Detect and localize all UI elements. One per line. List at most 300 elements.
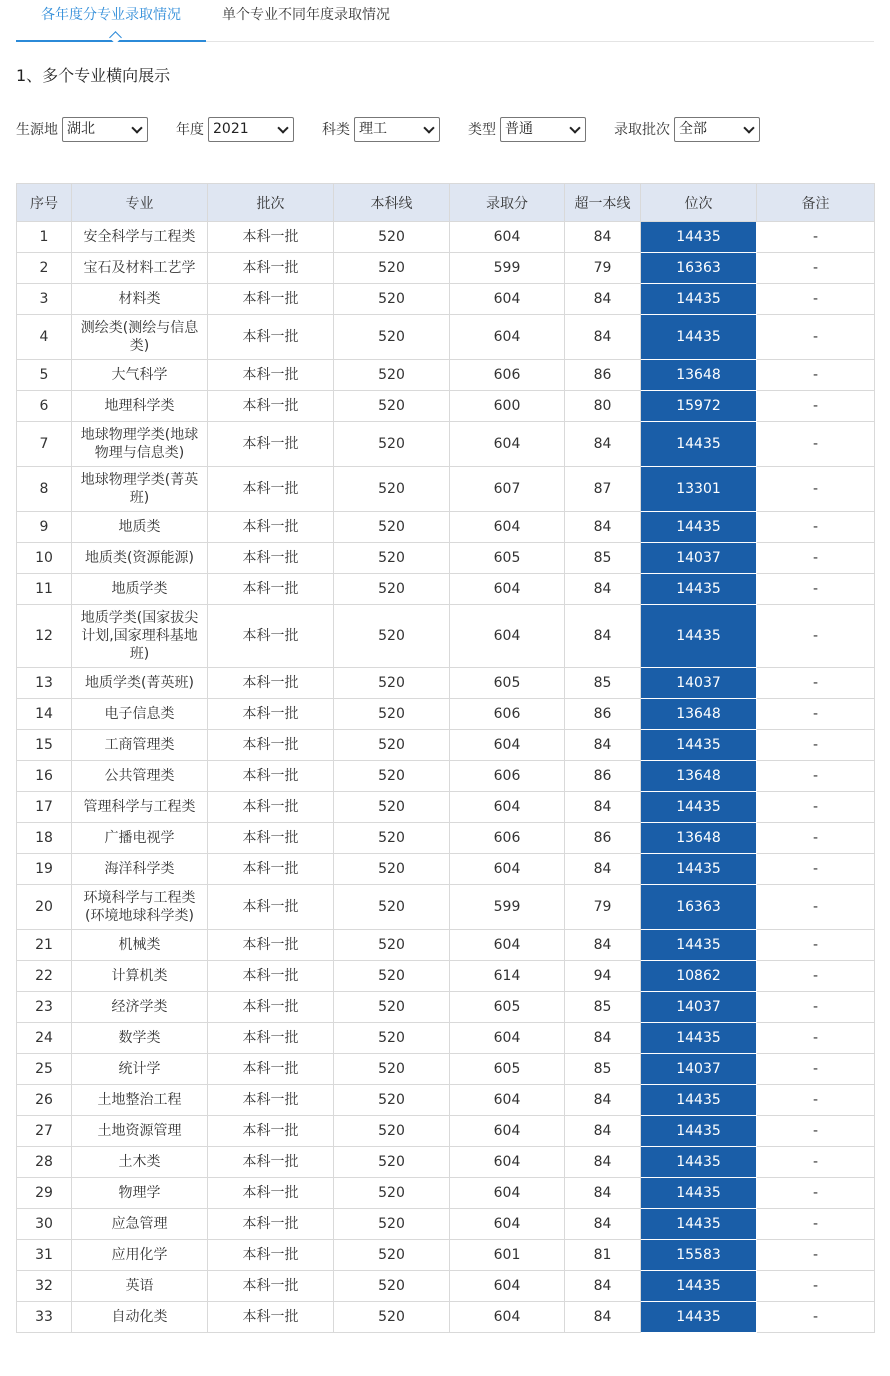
header-major: 专业 — [72, 184, 208, 222]
cell-major: 地质学类(国家拔尖计划,国家理科基地班) — [72, 605, 208, 668]
table-row — [17, 391, 875, 422]
type-select-value: 普通 — [505, 120, 533, 137]
filter-type — [468, 116, 586, 142]
cell-major: 管理科学与工程类 — [72, 792, 208, 823]
cell-baseline: 520 — [334, 668, 450, 699]
cell-index: 24 — [17, 1023, 72, 1054]
cell-batch: 本科一批 — [208, 284, 334, 315]
cell-batch: 本科一批 — [208, 854, 334, 885]
cell-note: - — [757, 574, 875, 605]
cell-baseline: 520 — [334, 512, 450, 543]
cell-over-baseline: 84 — [565, 730, 641, 761]
cell-batch: 本科一批 — [208, 360, 334, 391]
filter-batch — [614, 116, 760, 142]
header-note: 备注 — [757, 184, 875, 222]
cell-over-baseline: 94 — [565, 961, 641, 992]
cell-note: - — [757, 284, 875, 315]
cell-rank: 15583 — [641, 1240, 757, 1271]
cell-index: 19 — [17, 854, 72, 885]
origin-select[interactable] — [62, 117, 148, 142]
cell-baseline: 520 — [334, 761, 450, 792]
cell-note: - — [757, 1147, 875, 1178]
cell-over-baseline: 86 — [565, 823, 641, 854]
cell-rank: 14435 — [641, 315, 757, 360]
cell-index: 3 — [17, 284, 72, 315]
cell-baseline: 520 — [334, 391, 450, 422]
header-baseline: 本科线 — [334, 184, 450, 222]
cell-batch: 本科一批 — [208, 885, 334, 930]
cell-index: 9 — [17, 512, 72, 543]
cell-note: - — [757, 605, 875, 668]
cell-baseline: 520 — [334, 467, 450, 512]
cell-score: 606 — [450, 360, 565, 391]
cell-batch: 本科一批 — [208, 992, 334, 1023]
cell-major: 自动化类 — [72, 1302, 208, 1333]
cell-rank: 14037 — [641, 668, 757, 699]
cell-rank: 13648 — [641, 823, 757, 854]
cell-baseline: 520 — [334, 1302, 450, 1333]
cell-index: 33 — [17, 1302, 72, 1333]
cell-score: 604 — [450, 284, 565, 315]
cell-score: 604 — [450, 512, 565, 543]
cell-over-baseline: 84 — [565, 422, 641, 467]
cell-major: 地质学类(菁英班) — [72, 668, 208, 699]
cell-rank: 14435 — [641, 605, 757, 668]
cell-batch: 本科一批 — [208, 1271, 334, 1302]
cell-baseline: 520 — [334, 315, 450, 360]
cell-baseline: 520 — [334, 930, 450, 961]
cell-batch: 本科一批 — [208, 574, 334, 605]
cell-major: 测绘类(测绘与信息类) — [72, 315, 208, 360]
filter-type-label: 类型 — [468, 122, 496, 138]
cell-over-baseline: 85 — [565, 543, 641, 574]
origin-select-value: 湖北 — [67, 120, 95, 137]
cell-major: 大气科学 — [72, 360, 208, 391]
header-over-baseline: 超一本线 — [565, 184, 641, 222]
table-row — [17, 543, 875, 574]
cell-index: 20 — [17, 885, 72, 930]
cell-note: - — [757, 699, 875, 730]
cell-major: 工商管理类 — [72, 730, 208, 761]
cell-index: 4 — [17, 315, 72, 360]
cell-batch: 本科一批 — [208, 315, 334, 360]
cell-index: 2 — [17, 253, 72, 284]
table-row — [17, 730, 875, 761]
tab-single-major-by-year[interactable]: 单个专业不同年度录取情况 — [222, 7, 390, 23]
chevron-down-icon — [423, 122, 434, 133]
cell-baseline: 520 — [334, 1240, 450, 1271]
table-row — [17, 992, 875, 1023]
cell-score: 604 — [450, 930, 565, 961]
cell-rank: 14435 — [641, 1209, 757, 1240]
cell-note: - — [757, 253, 875, 284]
table-row — [17, 1302, 875, 1333]
table-row — [17, 1147, 875, 1178]
cell-rank: 14435 — [641, 792, 757, 823]
cell-major: 统计学 — [72, 1054, 208, 1085]
cell-rank: 14435 — [641, 1271, 757, 1302]
cell-note: - — [757, 422, 875, 467]
cell-baseline: 520 — [334, 1147, 450, 1178]
cell-score: 604 — [450, 574, 565, 605]
cell-score: 604 — [450, 222, 565, 253]
table-row — [17, 315, 875, 360]
cell-note: - — [757, 1302, 875, 1333]
cell-score: 605 — [450, 992, 565, 1023]
cell-batch: 本科一批 — [208, 467, 334, 512]
table-row — [17, 885, 875, 930]
cell-index: 21 — [17, 930, 72, 961]
cell-note: - — [757, 792, 875, 823]
cell-major: 地球物理学类(菁英班) — [72, 467, 208, 512]
cell-rank: 14435 — [641, 512, 757, 543]
section-title: 1、多个专业横向展示 — [16, 66, 171, 85]
table-row — [17, 467, 875, 512]
cell-major: 土地整治工程 — [72, 1085, 208, 1116]
header-index: 序号 — [17, 184, 72, 222]
cell-major: 数学类 — [72, 1023, 208, 1054]
cell-baseline: 520 — [334, 1023, 450, 1054]
cell-note: - — [757, 730, 875, 761]
cell-batch: 本科一批 — [208, 1209, 334, 1240]
cell-baseline: 520 — [334, 1271, 450, 1302]
type-select[interactable] — [500, 117, 586, 142]
cell-score: 604 — [450, 1116, 565, 1147]
cell-score: 604 — [450, 1147, 565, 1178]
cell-note: - — [757, 1209, 875, 1240]
tab-yearly-by-major[interactable]: 各年度分专业录取情况 — [16, 0, 206, 42]
cell-score: 599 — [450, 253, 565, 284]
cell-baseline: 520 — [334, 1054, 450, 1085]
subject-select[interactable] — [354, 117, 440, 142]
cell-index: 23 — [17, 992, 72, 1023]
cell-index: 30 — [17, 1209, 72, 1240]
cell-index: 17 — [17, 792, 72, 823]
table-row — [17, 930, 875, 961]
cell-rank: 16363 — [641, 885, 757, 930]
cell-score: 604 — [450, 854, 565, 885]
cell-baseline: 520 — [334, 360, 450, 391]
cell-baseline: 520 — [334, 1116, 450, 1147]
table-row — [17, 422, 875, 467]
cell-over-baseline: 84 — [565, 222, 641, 253]
cell-index: 25 — [17, 1054, 72, 1085]
cell-over-baseline: 84 — [565, 574, 641, 605]
cell-index: 22 — [17, 961, 72, 992]
cell-over-baseline: 79 — [565, 885, 641, 930]
cell-rank: 14435 — [641, 1085, 757, 1116]
table-row — [17, 1178, 875, 1209]
table-row — [17, 1023, 875, 1054]
filter-batch-label: 录取批次 — [614, 122, 670, 138]
cell-score: 604 — [450, 1178, 565, 1209]
cell-baseline: 520 — [334, 284, 450, 315]
cell-note: - — [757, 512, 875, 543]
table-row — [17, 512, 875, 543]
cell-note: - — [757, 391, 875, 422]
cell-baseline: 520 — [334, 543, 450, 574]
filter-bar — [16, 116, 874, 142]
cell-score: 604 — [450, 1302, 565, 1333]
cell-over-baseline: 86 — [565, 360, 641, 391]
filter-year — [176, 116, 294, 142]
cell-rank: 15972 — [641, 391, 757, 422]
table-row — [17, 222, 875, 253]
cell-batch: 本科一批 — [208, 730, 334, 761]
cell-major: 环境科学与工程类(环境地球科学类) — [72, 885, 208, 930]
cell-baseline: 520 — [334, 792, 450, 823]
cell-rank: 13648 — [641, 699, 757, 730]
cell-over-baseline: 84 — [565, 605, 641, 668]
cell-batch: 本科一批 — [208, 543, 334, 574]
filter-subject — [322, 116, 440, 142]
cell-batch: 本科一批 — [208, 222, 334, 253]
table-row — [17, 605, 875, 668]
filter-subject-label: 科类 — [322, 122, 350, 138]
cell-score: 604 — [450, 422, 565, 467]
cell-batch: 本科一批 — [208, 699, 334, 730]
cell-rank: 14435 — [641, 1147, 757, 1178]
cell-over-baseline: 84 — [565, 1209, 641, 1240]
table-body — [17, 222, 875, 1333]
cell-major: 电子信息类 — [72, 699, 208, 730]
cell-score: 606 — [450, 761, 565, 792]
cell-major: 安全科学与工程类 — [72, 222, 208, 253]
cell-batch: 本科一批 — [208, 1023, 334, 1054]
cell-baseline: 520 — [334, 574, 450, 605]
cell-major: 土地资源管理 — [72, 1116, 208, 1147]
cell-note: - — [757, 1054, 875, 1085]
cell-score: 601 — [450, 1240, 565, 1271]
cell-batch: 本科一批 — [208, 761, 334, 792]
table-row — [17, 284, 875, 315]
cell-over-baseline: 84 — [565, 930, 641, 961]
cell-baseline: 520 — [334, 885, 450, 930]
cell-baseline: 520 — [334, 605, 450, 668]
filter-origin — [16, 116, 148, 142]
header-score: 录取分 — [450, 184, 565, 222]
cell-score: 604 — [450, 605, 565, 668]
cell-batch: 本科一批 — [208, 1147, 334, 1178]
cell-note: - — [757, 761, 875, 792]
cell-index: 29 — [17, 1178, 72, 1209]
cell-over-baseline: 80 — [565, 391, 641, 422]
cell-over-baseline: 84 — [565, 512, 641, 543]
filter-year-label: 年度 — [176, 122, 204, 138]
cell-batch: 本科一批 — [208, 792, 334, 823]
cell-major: 公共管理类 — [72, 761, 208, 792]
cell-batch: 本科一批 — [208, 391, 334, 422]
cell-rank: 14435 — [641, 1023, 757, 1054]
cell-major: 材料类 — [72, 284, 208, 315]
cell-major: 宝石及材料工艺学 — [72, 253, 208, 284]
table-row — [17, 360, 875, 391]
cell-baseline: 520 — [334, 222, 450, 253]
cell-note: - — [757, 668, 875, 699]
cell-note: - — [757, 992, 875, 1023]
chevron-down-icon — [277, 122, 288, 133]
cell-index: 7 — [17, 422, 72, 467]
table-row — [17, 1271, 875, 1302]
cell-batch: 本科一批 — [208, 422, 334, 467]
cell-note: - — [757, 1240, 875, 1271]
cell-index: 14 — [17, 699, 72, 730]
cell-rank: 14435 — [641, 222, 757, 253]
cell-score: 599 — [450, 885, 565, 930]
admission-table — [16, 183, 875, 1333]
cell-over-baseline: 87 — [565, 467, 641, 512]
table-row — [17, 1085, 875, 1116]
table-row — [17, 792, 875, 823]
cell-batch: 本科一批 — [208, 668, 334, 699]
subject-select-value: 理工 — [359, 120, 387, 137]
cell-score: 604 — [450, 1271, 565, 1302]
cell-major: 地质学类 — [72, 574, 208, 605]
table-row — [17, 961, 875, 992]
cell-index: 18 — [17, 823, 72, 854]
cell-note: - — [757, 1271, 875, 1302]
year-select[interactable] — [208, 117, 294, 142]
cell-batch: 本科一批 — [208, 1178, 334, 1209]
table-header-row — [17, 184, 875, 222]
cell-score: 606 — [450, 699, 565, 730]
cell-score: 604 — [450, 1085, 565, 1116]
cell-over-baseline: 85 — [565, 668, 641, 699]
cell-rank: 14037 — [641, 1054, 757, 1085]
table-row — [17, 1240, 875, 1271]
cell-rank: 14435 — [641, 1178, 757, 1209]
batch-select-value: 全部 — [679, 120, 707, 137]
cell-rank: 16363 — [641, 253, 757, 284]
cell-baseline: 520 — [334, 730, 450, 761]
cell-rank: 14435 — [641, 1116, 757, 1147]
cell-note: - — [757, 823, 875, 854]
cell-rank: 14435 — [641, 730, 757, 761]
cell-over-baseline: 81 — [565, 1240, 641, 1271]
cell-score: 604 — [450, 792, 565, 823]
cell-index: 28 — [17, 1147, 72, 1178]
cell-baseline: 520 — [334, 854, 450, 885]
cell-over-baseline: 84 — [565, 1116, 641, 1147]
cell-score: 604 — [450, 315, 565, 360]
cell-note: - — [757, 543, 875, 574]
table-row — [17, 574, 875, 605]
cell-baseline: 520 — [334, 823, 450, 854]
cell-rank: 14435 — [641, 854, 757, 885]
cell-baseline: 520 — [334, 961, 450, 992]
cell-rank: 14435 — [641, 1302, 757, 1333]
cell-over-baseline: 84 — [565, 1147, 641, 1178]
cell-index: 15 — [17, 730, 72, 761]
cell-index: 26 — [17, 1085, 72, 1116]
cell-major: 应用化学 — [72, 1240, 208, 1271]
cell-note: - — [757, 930, 875, 961]
cell-score: 605 — [450, 668, 565, 699]
cell-major: 地质类 — [72, 512, 208, 543]
cell-batch: 本科一批 — [208, 605, 334, 668]
cell-index: 6 — [17, 391, 72, 422]
cell-score: 606 — [450, 823, 565, 854]
cell-note: - — [757, 315, 875, 360]
cell-over-baseline: 84 — [565, 854, 641, 885]
cell-batch: 本科一批 — [208, 1240, 334, 1271]
cell-major: 物理学 — [72, 1178, 208, 1209]
cell-over-baseline: 84 — [565, 1271, 641, 1302]
cell-note: - — [757, 222, 875, 253]
batch-select[interactable] — [674, 117, 760, 142]
cell-score: 604 — [450, 1023, 565, 1054]
cell-over-baseline: 84 — [565, 792, 641, 823]
cell-over-baseline: 84 — [565, 1085, 641, 1116]
cell-note: - — [757, 961, 875, 992]
header-batch: 批次 — [208, 184, 334, 222]
cell-baseline: 520 — [334, 1178, 450, 1209]
cell-rank: 14037 — [641, 543, 757, 574]
cell-major: 经济学类 — [72, 992, 208, 1023]
cell-over-baseline: 84 — [565, 1023, 641, 1054]
cell-major: 土木类 — [72, 1147, 208, 1178]
cell-note: - — [757, 467, 875, 512]
cell-major: 地质类(资源能源) — [72, 543, 208, 574]
table-row — [17, 699, 875, 730]
cell-batch: 本科一批 — [208, 823, 334, 854]
cell-note: - — [757, 1178, 875, 1209]
table-row — [17, 1054, 875, 1085]
cell-note: - — [757, 1116, 875, 1147]
tab-bar — [16, 0, 874, 42]
cell-baseline: 520 — [334, 1209, 450, 1240]
table-row — [17, 1209, 875, 1240]
cell-batch: 本科一批 — [208, 930, 334, 961]
cell-baseline: 520 — [334, 992, 450, 1023]
cell-index: 16 — [17, 761, 72, 792]
cell-batch: 本科一批 — [208, 1302, 334, 1333]
cell-index: 13 — [17, 668, 72, 699]
cell-major: 英语 — [72, 1271, 208, 1302]
cell-batch: 本科一批 — [208, 253, 334, 284]
cell-note: - — [757, 885, 875, 930]
cell-over-baseline: 84 — [565, 315, 641, 360]
cell-note: - — [757, 1023, 875, 1054]
cell-rank: 14435 — [641, 574, 757, 605]
cell-batch: 本科一批 — [208, 512, 334, 543]
cell-index: 27 — [17, 1116, 72, 1147]
cell-index: 5 — [17, 360, 72, 391]
cell-rank: 14435 — [641, 284, 757, 315]
cell-rank: 13648 — [641, 360, 757, 391]
cell-over-baseline: 84 — [565, 1302, 641, 1333]
cell-baseline: 520 — [334, 422, 450, 467]
cell-baseline: 520 — [334, 699, 450, 730]
table-row — [17, 823, 875, 854]
cell-major: 地球物理学类(地球物理与信息类) — [72, 422, 208, 467]
table-row — [17, 1116, 875, 1147]
cell-over-baseline: 85 — [565, 1054, 641, 1085]
cell-batch: 本科一批 — [208, 961, 334, 992]
cell-score: 604 — [450, 730, 565, 761]
cell-rank: 10862 — [641, 961, 757, 992]
cell-index: 11 — [17, 574, 72, 605]
cell-index: 31 — [17, 1240, 72, 1271]
cell-rank: 14435 — [641, 930, 757, 961]
cell-major: 应急管理 — [72, 1209, 208, 1240]
cell-index: 1 — [17, 222, 72, 253]
cell-rank: 14037 — [641, 992, 757, 1023]
cell-major: 海洋科学类 — [72, 854, 208, 885]
cell-batch: 本科一批 — [208, 1116, 334, 1147]
cell-major: 机械类 — [72, 930, 208, 961]
table-row — [17, 668, 875, 699]
